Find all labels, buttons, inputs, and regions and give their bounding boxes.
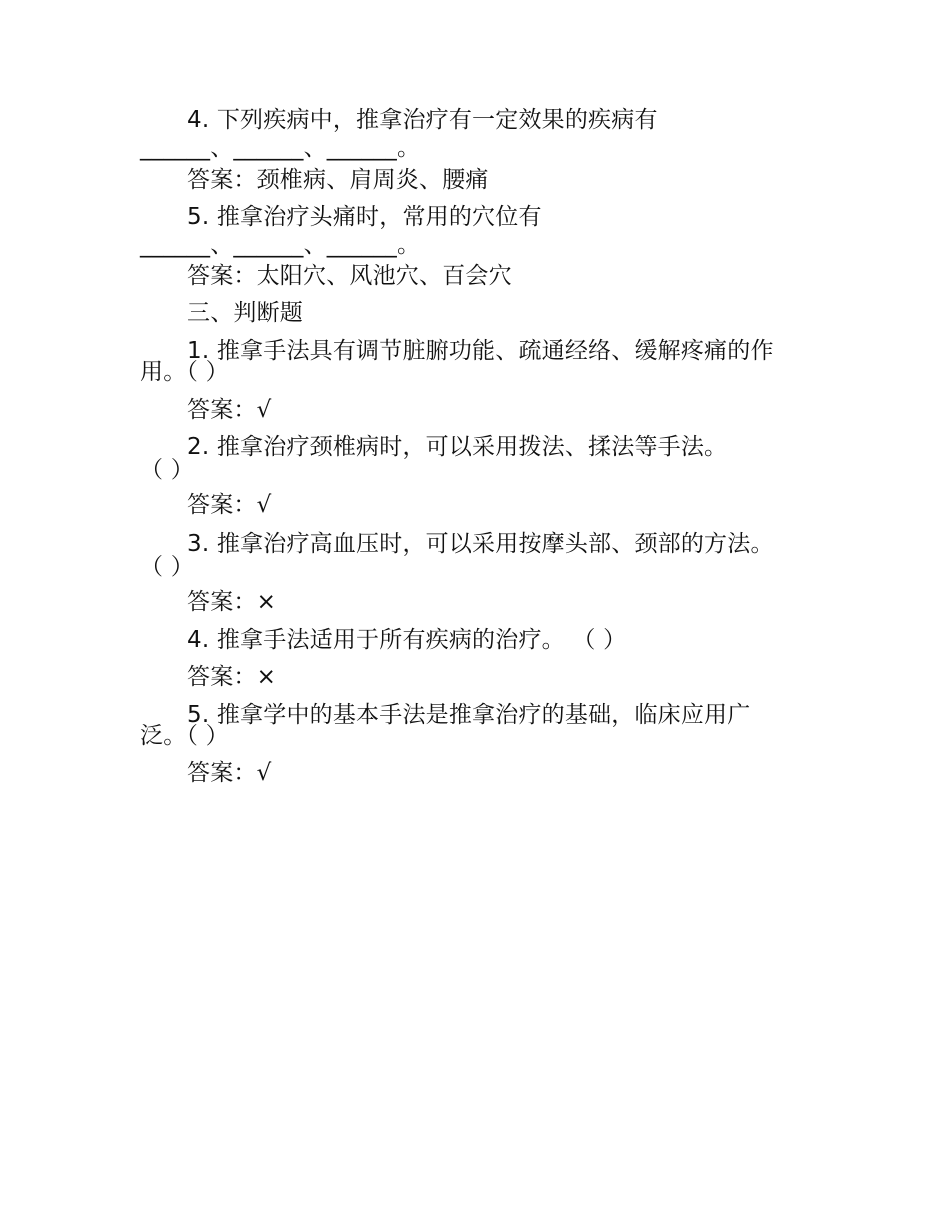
blank-answer-5: 答案：太阳穴、风池穴、百会穴 xyxy=(187,263,512,289)
judgment-answer-5: 答案：√ xyxy=(187,760,272,786)
judgment-question-4-line1: 4. 推拿手法适用于所有疾病的治疗。 （ ） xyxy=(187,627,627,653)
judgment-question-5-line2: 泛。（ ） xyxy=(140,723,229,749)
judgment-question-1-line1: 1. 推拿手法具有调节脏腑功能、疏通经络、缓解疼痛的作 xyxy=(187,338,774,364)
judgment-question-2-line1: 2. 推拿治疗颈椎病时，可以采用拨法、揉法等手法。 xyxy=(187,434,728,460)
judgment-answer-2: 答案：√ xyxy=(187,492,272,518)
blank-question-5-line2: ______、______、______。 xyxy=(140,232,421,258)
judgment-question-5-line1: 5. 推拿学中的基本手法是推拿治疗的基础，临床应用广 xyxy=(187,702,751,728)
judgment-question-3-line1: 3. 推拿治疗高血压时，可以采用按摩头部、颈部的方法。 xyxy=(187,531,774,557)
blank-question-5-line1: 5. 推拿治疗头痛时，常用的穴位有 xyxy=(187,204,542,230)
section-heading-judgment: 三、判断题 xyxy=(187,300,303,326)
judgment-answer-3: 答案：× xyxy=(187,589,277,615)
blank-question-4-line1: 4. 下列疾病中，推拿治疗有一定效果的疾病有 xyxy=(187,107,658,133)
judgment-answer-1: 答案：√ xyxy=(187,397,272,423)
blank-question-4-line2: ______、______、______。 xyxy=(140,135,421,161)
blank-answer-4: 答案：颈椎病、肩周炎、腰痛 xyxy=(187,167,489,193)
judgment-question-3-line2: （ ） xyxy=(140,554,194,580)
judgment-answer-4: 答案：× xyxy=(187,664,277,690)
judgment-question-2-line2: （ ） xyxy=(140,457,194,483)
judgment-question-1-line2: 用。（ ） xyxy=(140,359,229,385)
